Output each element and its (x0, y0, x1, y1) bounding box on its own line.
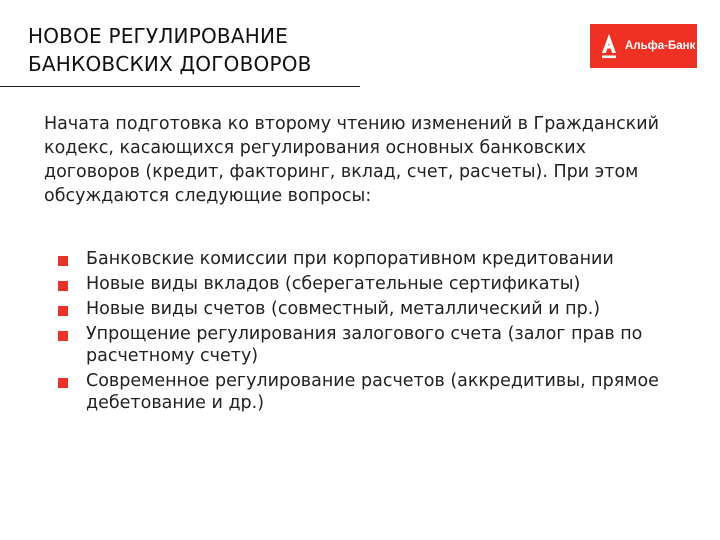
list-item (44, 273, 704, 295)
bullet-square-icon (58, 331, 68, 341)
list-item-text: Банковские комиссии при корпоративном кредитовании (86, 249, 614, 269)
list-item-text: Новые виды вкладов (сберегательные сертификаты) (86, 274, 581, 294)
page-title-line-1: НОВОЕ РЕГУЛИРОВАНИЕ (28, 24, 288, 48)
bullet-square-icon (58, 256, 68, 266)
bullet-square-icon (58, 306, 68, 316)
alfa-bank-logo-icon (598, 31, 620, 61)
logo-text: Альфа-Банк (625, 40, 696, 52)
bullet-square-icon (58, 281, 68, 291)
list-item-text: Новые виды счетов (совместный, металлический и пр.) (86, 299, 601, 319)
list-item (44, 298, 704, 320)
list-item (44, 323, 704, 367)
list-item (44, 248, 704, 270)
page-title-line-2: БАНКОВСКИХ ДОГОВОРОВ (28, 52, 312, 76)
bullet-list (44, 248, 704, 417)
title-divider (0, 86, 360, 87)
intro-paragraph: Начата подготовка ко второму чтению изменений в Гражданский кодекс, касающихся регулирования основных банковских договоров (кредит, факторинг, вклад, счет, расчеты). При этом обсуждаются следующие вопросы: (44, 114, 660, 206)
list-item (44, 370, 704, 414)
list-item-text: Современное регулирование расчетов (аккредитивы, прямое дебетование и др.) (86, 371, 659, 413)
alfa-bank-logo (590, 24, 697, 68)
page-title (28, 22, 312, 78)
bullet-square-icon (58, 378, 68, 388)
list-item-text: Упрощение регулирования залогового счета (залог прав по расчетному счету) (86, 324, 643, 366)
